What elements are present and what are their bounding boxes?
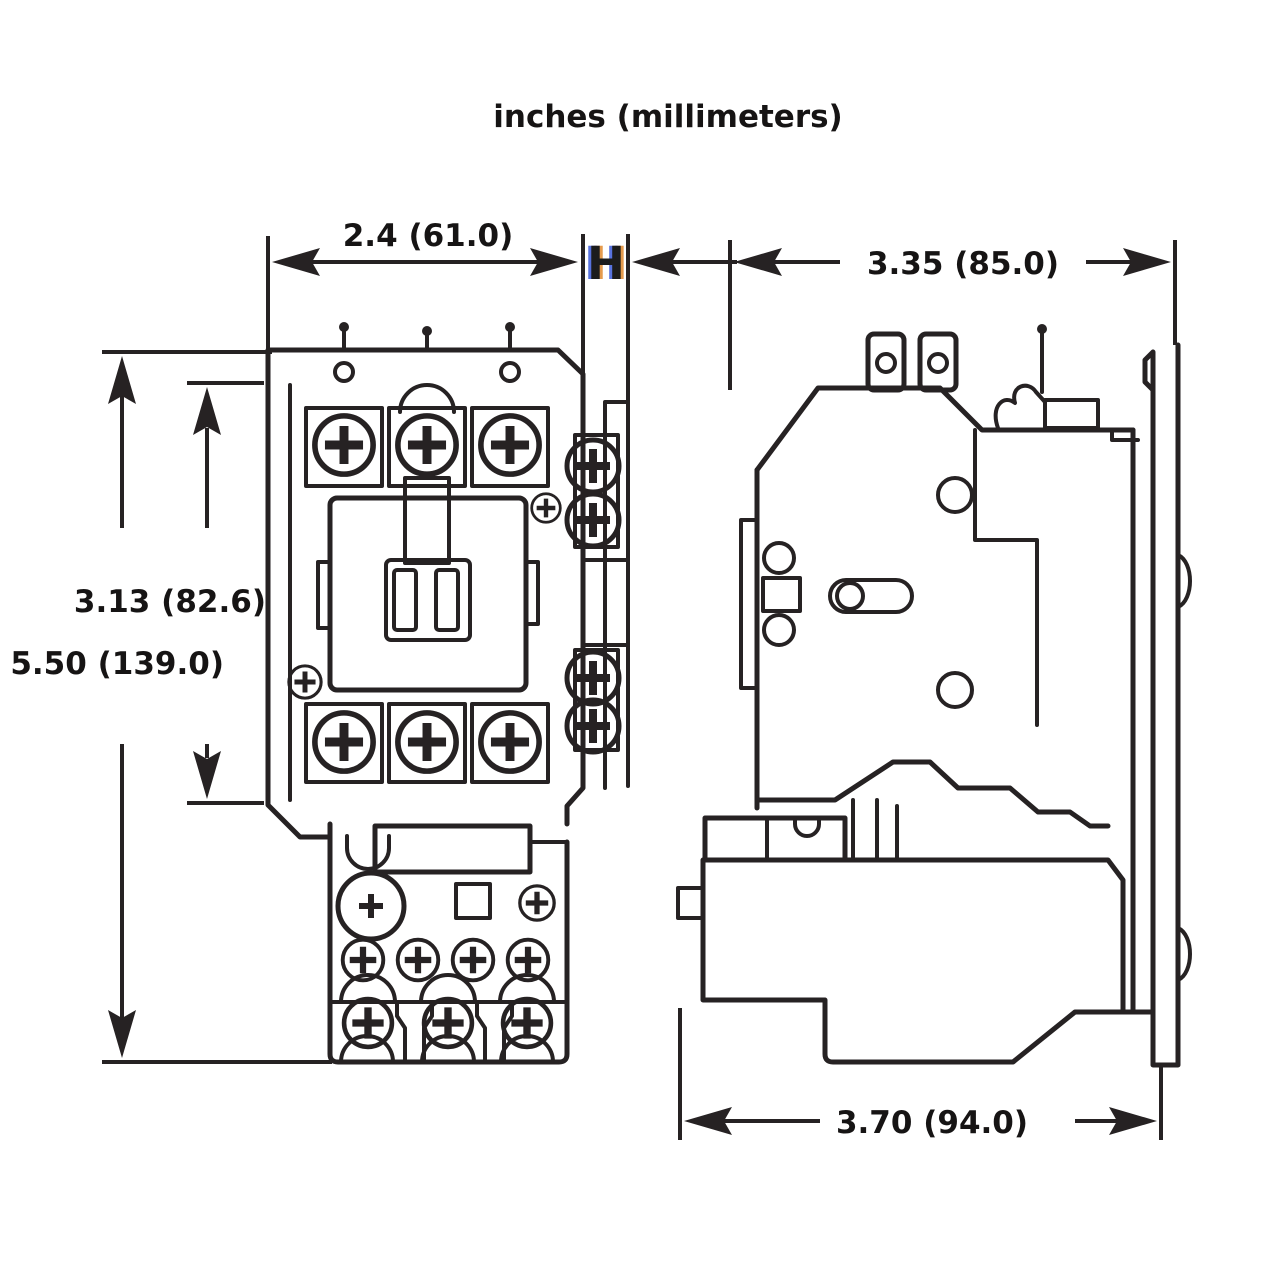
overload-relay-side bbox=[678, 818, 1153, 1062]
load-terminal-screws bbox=[315, 713, 539, 771]
side-view bbox=[678, 324, 1190, 1065]
dimension-relay-width bbox=[680, 1008, 1161, 1141]
units-title: inches (millimeters) bbox=[493, 99, 843, 135]
din-rail-plate bbox=[1133, 345, 1190, 1065]
dimension-side-width bbox=[730, 240, 1175, 390]
relay-terminal-screws bbox=[344, 999, 551, 1047]
wire-clip bbox=[996, 324, 1138, 440]
line-terminal-screws bbox=[315, 416, 539, 474]
gap-marker-label: H bbox=[587, 237, 625, 290]
inner-height-label: 3.13 (82.6) bbox=[73, 584, 266, 620]
side-width-label: 3.35 (85.0) bbox=[866, 246, 1060, 282]
front-view bbox=[268, 322, 628, 1062]
spade-terminals bbox=[868, 334, 956, 390]
dimension-overall-height bbox=[10, 352, 332, 1062]
reset-window bbox=[456, 884, 490, 918]
relay-label-plate bbox=[375, 826, 530, 872]
overall-height-label: 5.50 (139.0) bbox=[10, 646, 224, 682]
relay-width-label: 3.70 (94.0) bbox=[835, 1105, 1029, 1141]
aux-terminal-screws bbox=[567, 440, 619, 752]
dimension-inner-height bbox=[74, 383, 266, 803]
front-width-label: 2.4 (61.0) bbox=[342, 218, 514, 254]
